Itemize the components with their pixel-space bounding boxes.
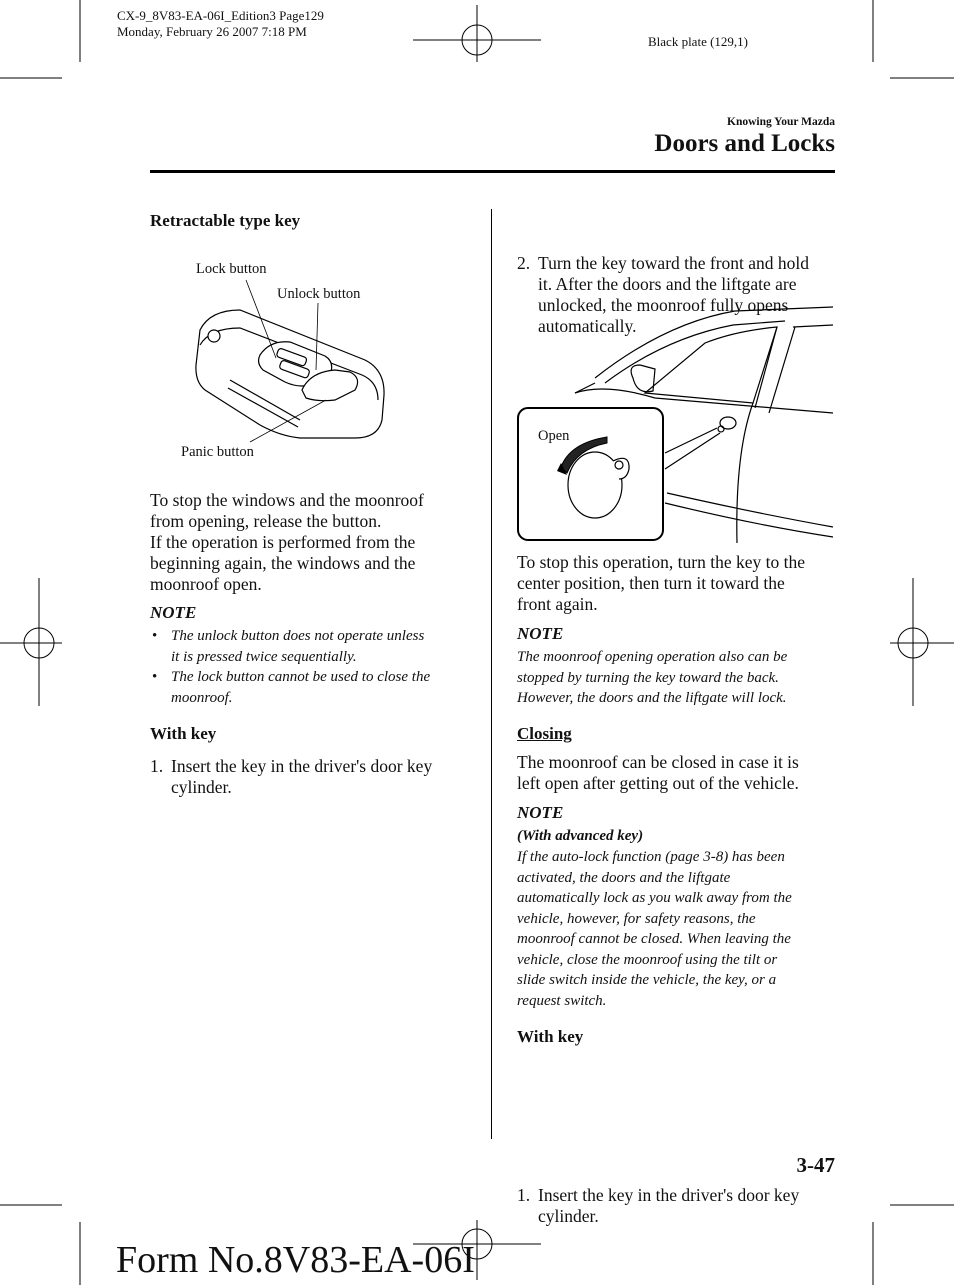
- note-heading: NOTE: [150, 603, 197, 622]
- text-line: center position, then turn it toward the: [517, 573, 785, 593]
- text-line: cylinder.: [171, 777, 232, 797]
- text-line: Insert the key in the driver's door key: [171, 756, 433, 776]
- text-line: left open after getting out of the vehicle.: [517, 773, 799, 793]
- text-line: • The unlock button does not operate unless: [171, 628, 425, 644]
- lock-button-label: Lock button: [196, 261, 267, 277]
- file-info-line1: CX-9_8V83-EA-06I_Edition3 Page129: [117, 8, 324, 23]
- text-line: moonroof cannot be closed. When leaving the: [517, 931, 791, 947]
- page-number: 3-47: [796, 1153, 835, 1177]
- text-line: moonroof.: [171, 689, 233, 706]
- step-item: [150, 756, 491, 798]
- text-line: automatically.: [538, 316, 637, 336]
- text-line: from opening, release the button.: [150, 511, 382, 531]
- car-door-illustration: [515, 303, 835, 543]
- text-line: front again.: [517, 594, 598, 614]
- text-line: moonroof open.: [150, 574, 262, 594]
- text-line: it is pressed twice sequentially.: [171, 648, 357, 665]
- closing-paragraph: [517, 752, 837, 794]
- section-tag: Knowing Your Mazda: [727, 116, 835, 128]
- text-line: unlocked, the moonroof fully opens: [538, 295, 789, 315]
- unlock-button-label: Unlock button: [277, 286, 361, 302]
- file-info: [117, 8, 324, 40]
- text-line: automatically lock as you walk away from the: [517, 890, 792, 906]
- note-subheading: (With advanced key): [517, 828, 644, 844]
- text-line: However, the doors and the liftgate will lock.: [517, 690, 787, 706]
- text-line: slide switch inside the vehicle, the key, or a: [517, 972, 777, 988]
- text-line: To stop this operation, turn the key to the: [517, 552, 805, 572]
- step-number: 2.: [517, 253, 531, 273]
- plate-label: Black plate (129,1): [648, 34, 748, 49]
- text-line: If the operation is performed from the: [150, 532, 416, 552]
- form-number: Form No.8V83-EA-06I: [116, 1239, 475, 1281]
- with-key-heading: With key: [150, 724, 217, 743]
- text-line: beginning again, the windows and the: [150, 553, 416, 573]
- retractable-key-heading: Retractable type key: [150, 211, 301, 230]
- text-line: activated, the doors and the liftgate: [517, 869, 731, 886]
- note-item: [150, 626, 480, 667]
- text-line: request switch.: [517, 992, 607, 1009]
- note-text: [517, 647, 837, 709]
- panic-button-label: Panic button: [181, 444, 254, 460]
- note-item: [150, 667, 480, 708]
- note-text: [517, 847, 837, 1011]
- column-divider: [491, 209, 492, 1139]
- header-rule: [150, 170, 835, 173]
- with-key-heading: With key: [517, 1027, 584, 1046]
- note-heading: NOTE: [517, 803, 564, 822]
- file-info-line2: Monday, February 26 2007 7:18 PM: [117, 24, 307, 39]
- stop-paragraph: [150, 490, 480, 595]
- step-number: 1.: [517, 1185, 531, 1205]
- text-line: stopped by turning the key toward the back.: [517, 669, 779, 686]
- text-line: it. After the doors and the liftgate are: [538, 274, 797, 294]
- step-number: 1.: [150, 756, 164, 776]
- note-heading: NOTE: [517, 624, 564, 643]
- step-item: [517, 1185, 858, 1227]
- text-line: vehicle, however, for safety reasons, the: [517, 910, 756, 927]
- text-line: cylinder.: [538, 1206, 599, 1226]
- text-line: The moonroof can be closed in case it is: [517, 752, 799, 772]
- stop-operation-paragraph: [517, 552, 837, 615]
- note-list: [150, 626, 480, 708]
- text-line: Insert the key in the driver's door key: [538, 1185, 800, 1205]
- text-line: vehicle, close the moonroof using the tilt or: [517, 951, 778, 968]
- text-line: • The lock button cannot be used to close the: [171, 669, 431, 685]
- text-line: If the auto-lock function (page 3-8) has been: [517, 849, 785, 865]
- text-line: The moonroof opening operation also can be: [517, 649, 788, 665]
- open-label: Open: [538, 428, 570, 444]
- closing-heading: Closing: [517, 724, 572, 743]
- text-line: Turn the key toward the front and hold: [538, 253, 810, 273]
- text-line: To stop the windows and the moonroof: [150, 490, 424, 510]
- page-title: Doors and Locks: [654, 130, 835, 157]
